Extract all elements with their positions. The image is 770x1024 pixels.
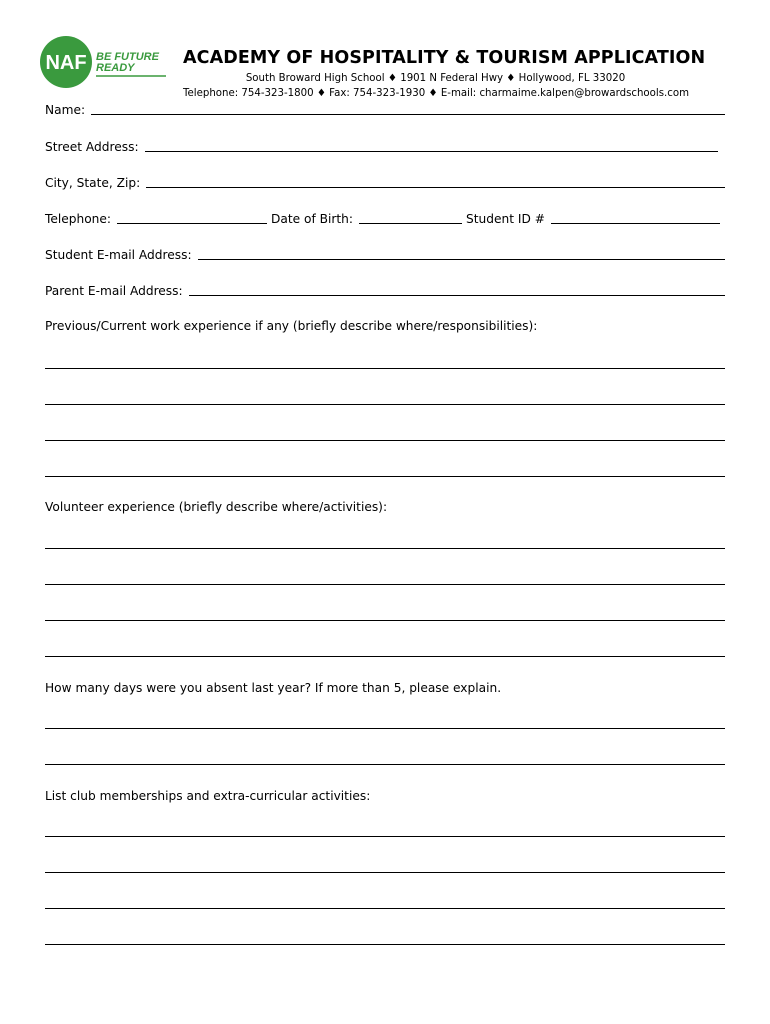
city-state-zip-label: City, State, Zip: bbox=[45, 176, 141, 190]
clubs-line[interactable] bbox=[45, 872, 725, 873]
parent-email-input-line[interactable] bbox=[189, 295, 725, 296]
absences-line[interactable] bbox=[45, 728, 725, 729]
dob-input-line[interactable] bbox=[359, 223, 462, 224]
street-address-label: Street Address: bbox=[45, 140, 139, 154]
city-state-zip-input-line[interactable] bbox=[146, 187, 725, 188]
naf-logo-graphic bbox=[40, 36, 180, 88]
clubs-question: List club memberships and extra-curricular activities: bbox=[45, 789, 371, 803]
absences-question: How many days were you absent last year? If more than 5, please explain. bbox=[45, 681, 502, 695]
volunteer-question: Volunteer experience (briefly describe where/activities): bbox=[45, 500, 388, 514]
student-id-input-line[interactable] bbox=[551, 223, 720, 224]
student-id-label: Student ID # bbox=[466, 212, 545, 226]
absences-line[interactable] bbox=[45, 764, 725, 765]
work-experience-line[interactable] bbox=[45, 440, 725, 441]
parent-email-field bbox=[45, 281, 725, 299]
school-contact: Telephone: 754-323-1800 ♦ Fax: 754-323-1930 ♦ E-mail: charmaime.kalpen@browardschools.com bbox=[183, 88, 690, 99]
page-title: ACADEMY OF HOSPITALITY & TOURISM APPLICATION bbox=[183, 48, 706, 68]
work-experience-question: Previous/Current work experience if any (briefly describe where/responsibilities): bbox=[45, 319, 538, 333]
work-experience-line[interactable] bbox=[45, 368, 725, 369]
volunteer-line[interactable] bbox=[45, 548, 725, 549]
logo-acronym: NAF bbox=[45, 52, 87, 74]
city-state-zip-field bbox=[45, 173, 725, 191]
clubs-line[interactable] bbox=[45, 836, 725, 837]
dob-label: Date of Birth: bbox=[271, 212, 353, 226]
work-experience-line[interactable] bbox=[45, 476, 725, 477]
telephone-input-line[interactable] bbox=[117, 223, 267, 224]
name-field bbox=[45, 100, 725, 118]
name-input-line[interactable] bbox=[91, 114, 725, 115]
naf-logo bbox=[40, 36, 180, 88]
clubs-line[interactable] bbox=[45, 908, 725, 909]
parent-email-label: Parent E-mail Address: bbox=[45, 284, 183, 298]
logo-tagline-line2: READY bbox=[96, 62, 135, 74]
street-address-input-line[interactable] bbox=[145, 151, 718, 152]
telephone-label: Telephone: bbox=[45, 212, 111, 226]
clubs-line[interactable] bbox=[45, 944, 725, 945]
volunteer-line[interactable] bbox=[45, 584, 725, 585]
volunteer-line[interactable] bbox=[45, 620, 725, 621]
street-address-field bbox=[45, 137, 718, 155]
student-email-label: Student E-mail Address: bbox=[45, 248, 192, 262]
work-experience-line[interactable] bbox=[45, 404, 725, 405]
school-address: South Broward High School ♦ 1901 N Federal Hwy ♦ Hollywood, FL 33020 bbox=[245, 73, 626, 84]
phone-dob-id-row bbox=[45, 209, 720, 227]
student-email-field bbox=[45, 245, 725, 263]
volunteer-line[interactable] bbox=[45, 656, 725, 657]
name-label: Name: bbox=[45, 103, 86, 117]
logo-tagline-line1: BE FUTURE bbox=[96, 51, 159, 63]
student-email-input-line[interactable] bbox=[198, 259, 725, 260]
